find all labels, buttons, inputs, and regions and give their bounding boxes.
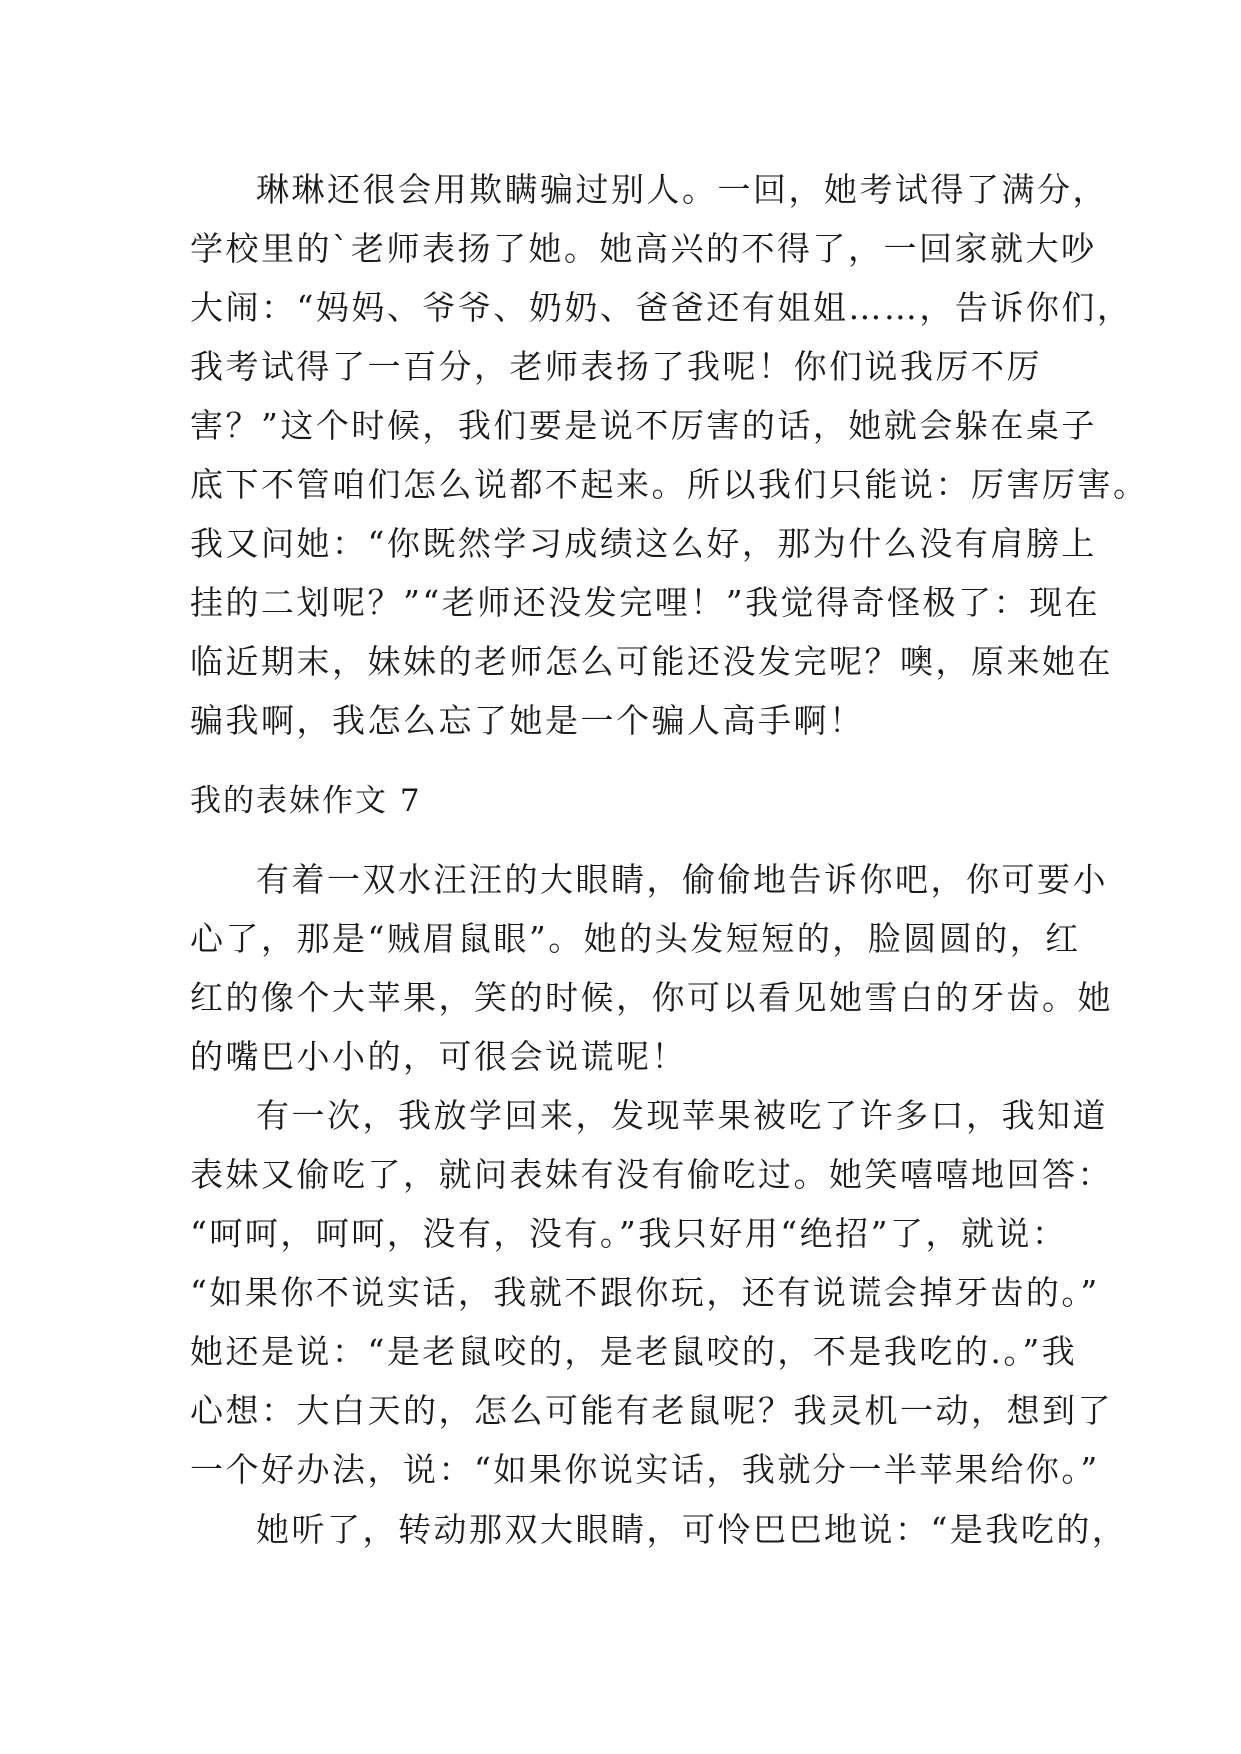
text-line: 的嘴巴小小的，可很会说谎呢！ [190, 1037, 687, 1076]
text-line: 心了，那是“贼眉鼠眼”。她的头发短短的，脸圆圆的，红 [190, 919, 1081, 958]
text-line: 琳琳还很会用欺瞒骗过别人。一回，她考试得了满分， [256, 170, 1108, 209]
essay-heading [190, 772, 1090, 831]
text-line: 有着一双水汪汪的大眼睛，偷偷地告诉你吧，你可要小 [256, 860, 1108, 899]
text-line: “如果你不说实话，我就不跟你玩，还有说谎会掉牙齿的。” [190, 1273, 1100, 1312]
text-line: “呵呵，呵呵，没有，没有。”我只好用“绝招”了，就说： [190, 1214, 1068, 1253]
paragraph-apple-story [190, 1086, 1113, 1499]
text-line: 红的像个大苹果，笑的时候，你可以看见她雪白的牙齿。她 [190, 978, 1113, 1017]
text-line: 底下不管咱们怎么说都不起来。所以我们只能说：厉害厉害。 [190, 465, 1149, 504]
heading-text: 我的表妹作文 7 [190, 783, 422, 819]
paragraph-lying-story [190, 160, 1149, 750]
text-line: 临近期末，妹妹的老师怎么可能还没发完呢？噢，原来她在 [190, 642, 1113, 681]
text-line: 大闹：“妈妈、爷爷、奶奶、爸爸还有姐姐……，告诉你们， [190, 288, 1133, 327]
text-line: 学校里的`老师表扬了她。她高兴的不得了，一回家就大吵 [190, 229, 1097, 268]
text-line: 害？”这个时候，我们要是说不厉害的话，她就会躲在桌子 [190, 406, 1097, 445]
text-line: 骗我啊，我怎么忘了她是一个骗人高手啊！ [190, 701, 865, 740]
text-line: 有一次，我放学回来，发现苹果被吃了许多口，我知道 [256, 1096, 1108, 1135]
text-line: 我考试得了一百分，老师表扬了我呢！你们说我厉不厉 [190, 347, 1042, 386]
text-line: 表妹又偷吃了，就问表妹有没有偷吃过。她笑嘻嘻地回答： [190, 1155, 1113, 1194]
paragraph-description [190, 850, 1113, 1086]
text-line: 她听了，转动那双大眼睛，可怜巴巴地说：“是我吃的， [256, 1510, 1128, 1549]
text-line: 她还是说：“是老鼠咬的，是老鼠咬的，不是我吃的.。”我 [190, 1332, 1078, 1371]
text-line: 我又问她：“你既然学习成绩这么好，那为什么没有肩膀上 [190, 524, 1097, 563]
text-line: 挂的二划呢？”“老师还没发完哩！”我觉得奇怪极了：现在 [190, 583, 1101, 622]
text-line: 一个好办法，说：“如果你说实话，我就分一半苹果给你。” [190, 1450, 1100, 1489]
text-line: 心想：大白天的，怎么可能有老鼠呢？我灵机一动，想到了 [190, 1391, 1113, 1430]
paragraph-confession [190, 1500, 1128, 1559]
